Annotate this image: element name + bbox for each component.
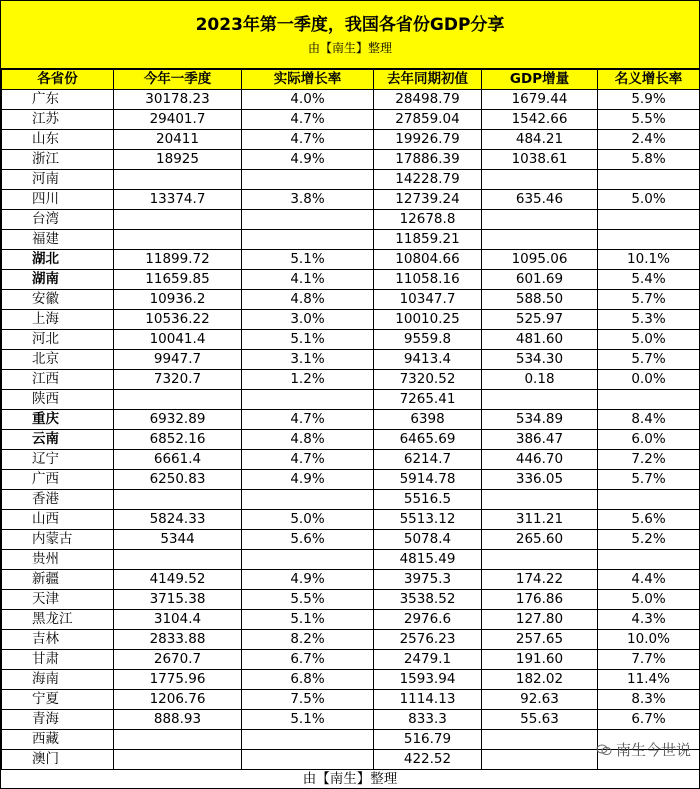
last-year-cell: 9413.4 bbox=[374, 350, 482, 370]
table-row bbox=[2, 170, 700, 190]
nominal-growth-cell: 6.0% bbox=[598, 430, 700, 450]
nominal-growth-cell: 8.4% bbox=[598, 410, 700, 430]
last-year-cell: 1114.13 bbox=[374, 690, 482, 710]
last-year-cell: 27859.04 bbox=[374, 110, 482, 130]
current-q1-cell: 13374.7 bbox=[114, 190, 242, 210]
province-cell: 山西 bbox=[2, 510, 114, 530]
nominal-growth-cell: 5.6% bbox=[598, 510, 700, 530]
table-row bbox=[2, 750, 700, 770]
province-cell: 青海 bbox=[2, 710, 114, 730]
last-year-cell: 2576.23 bbox=[374, 630, 482, 650]
watermark bbox=[596, 739, 691, 760]
header-nominal-growth: 名义增长率 bbox=[598, 70, 700, 90]
current-q1-cell: 888.93 bbox=[114, 710, 242, 730]
current-q1-cell: 7320.7 bbox=[114, 370, 242, 390]
table-row bbox=[2, 230, 700, 250]
real-growth-cell: 5.5% bbox=[242, 590, 374, 610]
real-growth-cell: 4.1% bbox=[242, 270, 374, 290]
real-growth-cell bbox=[242, 210, 374, 230]
real-growth-cell: 4.9% bbox=[242, 150, 374, 170]
gdp-table bbox=[1, 69, 700, 770]
real-growth-cell: 3.0% bbox=[242, 310, 374, 330]
real-growth-cell bbox=[242, 490, 374, 510]
table-row bbox=[2, 390, 700, 410]
table-row bbox=[2, 670, 700, 690]
nominal-growth-cell: 5.2% bbox=[598, 530, 700, 550]
current-q1-cell: 30178.23 bbox=[114, 90, 242, 110]
province-cell: 福建 bbox=[2, 230, 114, 250]
nominal-growth-cell: 10.1% bbox=[598, 250, 700, 270]
current-q1-cell: 5824.33 bbox=[114, 510, 242, 530]
real-growth-cell: 5.1% bbox=[242, 330, 374, 350]
current-q1-cell: 9947.7 bbox=[114, 350, 242, 370]
gdp-increment-cell bbox=[482, 550, 598, 570]
gdp-increment-cell: 1038.61 bbox=[482, 150, 598, 170]
province-cell: 内蒙古 bbox=[2, 530, 114, 550]
nominal-growth-cell: 10.0% bbox=[598, 630, 700, 650]
current-q1-cell: 6661.4 bbox=[114, 450, 242, 470]
province-cell: 湖北 bbox=[2, 250, 114, 270]
current-q1-cell: 29401.7 bbox=[114, 110, 242, 130]
province-cell: 重庆 bbox=[2, 410, 114, 430]
last-year-cell: 28498.79 bbox=[374, 90, 482, 110]
real-growth-cell: 6.7% bbox=[242, 650, 374, 670]
nominal-growth-cell: 7.7% bbox=[598, 650, 700, 670]
province-cell: 吉林 bbox=[2, 630, 114, 650]
real-growth-cell bbox=[242, 750, 374, 770]
table-row bbox=[2, 210, 700, 230]
table-row bbox=[2, 250, 700, 270]
current-q1-cell bbox=[114, 730, 242, 750]
nominal-growth-cell: 2.4% bbox=[598, 130, 700, 150]
province-cell: 西藏 bbox=[2, 730, 114, 750]
nominal-growth-cell bbox=[598, 550, 700, 570]
province-cell: 新疆 bbox=[2, 570, 114, 590]
last-year-cell: 9559.8 bbox=[374, 330, 482, 350]
nominal-growth-cell: 5.0% bbox=[598, 590, 700, 610]
real-growth-cell: 1.2% bbox=[242, 370, 374, 390]
gdp-increment-cell: 92.63 bbox=[482, 690, 598, 710]
real-growth-cell: 4.8% bbox=[242, 430, 374, 450]
last-year-cell: 12739.24 bbox=[374, 190, 482, 210]
real-growth-cell: 4.7% bbox=[242, 130, 374, 150]
nominal-growth-cell: 5.0% bbox=[598, 330, 700, 350]
nominal-growth-cell: 5.7% bbox=[598, 350, 700, 370]
gdp-increment-cell: 534.89 bbox=[482, 410, 598, 430]
gdp-increment-cell: 1542.66 bbox=[482, 110, 598, 130]
current-q1-cell bbox=[114, 490, 242, 510]
table-row bbox=[2, 410, 700, 430]
real-growth-cell: 4.0% bbox=[242, 90, 374, 110]
table-row bbox=[2, 310, 700, 330]
gdp-increment-cell: 55.63 bbox=[482, 710, 598, 730]
table-row bbox=[2, 430, 700, 450]
current-q1-cell bbox=[114, 210, 242, 230]
real-growth-cell: 5.1% bbox=[242, 250, 374, 270]
current-q1-cell: 5344 bbox=[114, 530, 242, 550]
current-q1-cell: 11659.85 bbox=[114, 270, 242, 290]
last-year-cell: 3975.3 bbox=[374, 570, 482, 590]
table-row bbox=[2, 650, 700, 670]
last-year-cell: 7265.41 bbox=[374, 390, 482, 410]
last-year-cell: 17886.39 bbox=[374, 150, 482, 170]
table-row bbox=[2, 510, 700, 530]
real-growth-cell: 4.7% bbox=[242, 110, 374, 130]
province-cell: 香港 bbox=[2, 490, 114, 510]
last-year-cell: 7320.52 bbox=[374, 370, 482, 390]
province-cell: 江西 bbox=[2, 370, 114, 390]
gdp-increment-cell: 481.60 bbox=[482, 330, 598, 350]
province-cell: 云南 bbox=[2, 430, 114, 450]
gdp-increment-cell: 601.69 bbox=[482, 270, 598, 290]
current-q1-cell bbox=[114, 390, 242, 410]
nominal-growth-cell: 5.0% bbox=[598, 190, 700, 210]
last-year-cell: 422.52 bbox=[374, 750, 482, 770]
nominal-growth-cell: 8.3% bbox=[598, 690, 700, 710]
gdp-increment-cell bbox=[482, 750, 598, 770]
last-year-cell: 2479.1 bbox=[374, 650, 482, 670]
table-row bbox=[2, 490, 700, 510]
gdp-increment-cell: 0.18 bbox=[482, 370, 598, 390]
current-q1-cell bbox=[114, 230, 242, 250]
gdp-increment-cell: 588.50 bbox=[482, 290, 598, 310]
gdp-increment-cell bbox=[482, 230, 598, 250]
table-row bbox=[2, 630, 700, 650]
real-growth-cell: 4.9% bbox=[242, 570, 374, 590]
nominal-growth-cell bbox=[598, 490, 700, 510]
real-growth-cell: 4.9% bbox=[242, 470, 374, 490]
current-q1-cell: 3104.4 bbox=[114, 610, 242, 630]
nominal-growth-cell bbox=[598, 170, 700, 190]
province-cell: 浙江 bbox=[2, 150, 114, 170]
province-cell: 安徽 bbox=[2, 290, 114, 310]
header-real-growth: 实际增长率 bbox=[242, 70, 374, 90]
nominal-growth-cell: 4.4% bbox=[598, 570, 700, 590]
current-q1-cell bbox=[114, 750, 242, 770]
header-province: 各省份 bbox=[2, 70, 114, 90]
gdp-increment-cell: 1095.06 bbox=[482, 250, 598, 270]
nominal-growth-cell: 5.7% bbox=[598, 470, 700, 490]
page-subtitle: 由【南生】整理 bbox=[307, 41, 392, 55]
watermark-text: 南生今世说 bbox=[615, 741, 691, 759]
last-year-cell: 5513.12 bbox=[374, 510, 482, 530]
table-row bbox=[2, 270, 700, 290]
table-row bbox=[2, 530, 700, 550]
current-q1-cell: 20411 bbox=[114, 130, 242, 150]
table-row bbox=[2, 450, 700, 470]
nominal-growth-cell bbox=[598, 230, 700, 250]
province-cell: 陕西 bbox=[2, 390, 114, 410]
nominal-growth-cell: 0.0% bbox=[598, 370, 700, 390]
province-cell: 广西 bbox=[2, 470, 114, 490]
current-q1-cell bbox=[114, 550, 242, 570]
current-q1-cell: 2670.7 bbox=[114, 650, 242, 670]
gdp-increment-cell bbox=[482, 170, 598, 190]
gdp-increment-cell: 386.47 bbox=[482, 430, 598, 450]
header-last-year: 去年同期初值 bbox=[374, 70, 482, 90]
last-year-cell: 19926.79 bbox=[374, 130, 482, 150]
province-cell: 台湾 bbox=[2, 210, 114, 230]
gdp-increment-cell: 191.60 bbox=[482, 650, 598, 670]
province-cell: 海南 bbox=[2, 670, 114, 690]
nominal-growth-cell: 5.5% bbox=[598, 110, 700, 130]
real-growth-cell: 5.1% bbox=[242, 710, 374, 730]
table-row bbox=[2, 610, 700, 630]
province-cell: 贵州 bbox=[2, 550, 114, 570]
header-gdp-increment: GDP增量 bbox=[482, 70, 598, 90]
real-growth-cell: 8.2% bbox=[242, 630, 374, 650]
last-year-cell: 11859.21 bbox=[374, 230, 482, 250]
real-growth-cell bbox=[242, 170, 374, 190]
current-q1-cell: 10936.2 bbox=[114, 290, 242, 310]
gdp-increment-cell: 265.60 bbox=[482, 530, 598, 550]
province-cell: 河北 bbox=[2, 330, 114, 350]
current-q1-cell: 6250.83 bbox=[114, 470, 242, 490]
current-q1-cell: 1775.96 bbox=[114, 670, 242, 690]
gdp-increment-cell: 534.30 bbox=[482, 350, 598, 370]
last-year-cell: 10347.7 bbox=[374, 290, 482, 310]
gdp-increment-cell: 635.46 bbox=[482, 190, 598, 210]
gdp-increment-cell bbox=[482, 730, 598, 750]
real-growth-cell: 5.0% bbox=[242, 510, 374, 530]
current-q1-cell: 1206.76 bbox=[114, 690, 242, 710]
table-row bbox=[2, 730, 700, 750]
nominal-growth-cell: 6.7% bbox=[598, 710, 700, 730]
province-cell: 河南 bbox=[2, 170, 114, 190]
last-year-cell: 11058.16 bbox=[374, 270, 482, 290]
last-year-cell: 10010.25 bbox=[374, 310, 482, 330]
province-cell: 辽宁 bbox=[2, 450, 114, 470]
province-cell: 黑龙江 bbox=[2, 610, 114, 630]
table-row bbox=[2, 130, 700, 150]
real-growth-cell: 4.7% bbox=[242, 450, 374, 470]
current-q1-cell: 4149.52 bbox=[114, 570, 242, 590]
table-row bbox=[2, 710, 700, 730]
real-growth-cell: 3.1% bbox=[242, 350, 374, 370]
gdp-increment-cell: 525.97 bbox=[482, 310, 598, 330]
table-row bbox=[2, 470, 700, 490]
table-row bbox=[2, 90, 700, 110]
last-year-cell: 5516.5 bbox=[374, 490, 482, 510]
gdp-increment-cell: 336.05 bbox=[482, 470, 598, 490]
current-q1-cell: 11899.72 bbox=[114, 250, 242, 270]
table-row bbox=[2, 290, 700, 310]
real-growth-cell: 5.1% bbox=[242, 610, 374, 630]
table-row bbox=[2, 330, 700, 350]
gdp-increment-cell: 446.70 bbox=[482, 450, 598, 470]
province-cell: 上海 bbox=[2, 310, 114, 330]
last-year-cell: 5914.78 bbox=[374, 470, 482, 490]
table-row bbox=[2, 690, 700, 710]
province-cell: 澳门 bbox=[2, 750, 114, 770]
current-q1-cell: 6852.16 bbox=[114, 430, 242, 450]
nominal-growth-cell: 7.2% bbox=[598, 450, 700, 470]
current-q1-cell: 6932.89 bbox=[114, 410, 242, 430]
current-q1-cell: 3715.38 bbox=[114, 590, 242, 610]
gdp-increment-cell: 257.65 bbox=[482, 630, 598, 650]
current-q1-cell: 18925 bbox=[114, 150, 242, 170]
last-year-cell: 3538.52 bbox=[374, 590, 482, 610]
gdp-increment-cell: 176.86 bbox=[482, 590, 598, 610]
table-row bbox=[2, 370, 700, 390]
gdp-increment-cell: 1679.44 bbox=[482, 90, 598, 110]
last-year-cell: 516.79 bbox=[374, 730, 482, 750]
current-q1-cell: 2833.88 bbox=[114, 630, 242, 650]
current-q1-cell bbox=[114, 170, 242, 190]
table-row bbox=[2, 350, 700, 370]
last-year-cell: 6465.69 bbox=[374, 430, 482, 450]
gdp-increment-cell: 484.21 bbox=[482, 130, 598, 150]
nominal-growth-cell: 5.3% bbox=[598, 310, 700, 330]
real-growth-cell: 4.8% bbox=[242, 290, 374, 310]
table-row bbox=[2, 190, 700, 210]
province-cell: 天津 bbox=[2, 590, 114, 610]
last-year-cell: 833.3 bbox=[374, 710, 482, 730]
table-row bbox=[2, 570, 700, 590]
nominal-growth-cell: 4.3% bbox=[598, 610, 700, 630]
last-year-cell: 6214.7 bbox=[374, 450, 482, 470]
table-row bbox=[2, 110, 700, 130]
title-banner bbox=[1, 1, 699, 69]
last-year-cell: 14228.79 bbox=[374, 170, 482, 190]
province-cell: 甘肃 bbox=[2, 650, 114, 670]
real-growth-cell bbox=[242, 230, 374, 250]
footer-note: 由【南生】整理 bbox=[302, 771, 398, 787]
nominal-growth-cell bbox=[598, 390, 700, 410]
gdp-increment-cell: 127.80 bbox=[482, 610, 598, 630]
real-growth-cell: 7.5% bbox=[242, 690, 374, 710]
last-year-cell: 4815.49 bbox=[374, 550, 482, 570]
nominal-growth-cell: 5.8% bbox=[598, 150, 700, 170]
real-growth-cell bbox=[242, 390, 374, 410]
current-q1-cell: 10536.22 bbox=[114, 310, 242, 330]
province-cell: 北京 bbox=[2, 350, 114, 370]
gdp-increment-cell bbox=[482, 490, 598, 510]
last-year-cell: 6398 bbox=[374, 410, 482, 430]
province-cell: 山东 bbox=[2, 130, 114, 150]
table-row bbox=[2, 590, 700, 610]
last-year-cell: 10804.66 bbox=[374, 250, 482, 270]
real-growth-cell: 4.7% bbox=[242, 410, 374, 430]
gdp-increment-cell: 182.02 bbox=[482, 670, 598, 690]
real-growth-cell: 6.8% bbox=[242, 670, 374, 690]
real-growth-cell bbox=[242, 730, 374, 750]
nominal-growth-cell: 5.9% bbox=[598, 90, 700, 110]
page-title: 2023年第一季度，我国各省份GDP分享 bbox=[195, 15, 505, 35]
gdp-increment-cell: 174.22 bbox=[482, 570, 598, 590]
province-cell: 广东 bbox=[2, 90, 114, 110]
last-year-cell: 1593.94 bbox=[374, 670, 482, 690]
province-cell: 宁夏 bbox=[2, 690, 114, 710]
last-year-cell: 12678.8 bbox=[374, 210, 482, 230]
wechat-icon bbox=[596, 744, 612, 756]
real-growth-cell: 5.6% bbox=[242, 530, 374, 550]
last-year-cell: 5078.4 bbox=[374, 530, 482, 550]
gdp-increment-cell: 311.21 bbox=[482, 510, 598, 530]
table-row bbox=[2, 550, 700, 570]
last-year-cell: 2976.6 bbox=[374, 610, 482, 630]
current-q1-cell: 10041.4 bbox=[114, 330, 242, 350]
gdp-increment-cell bbox=[482, 210, 598, 230]
table-header-row bbox=[2, 70, 700, 90]
header-current-q1: 今年一季度 bbox=[114, 70, 242, 90]
nominal-growth-cell: 11.4% bbox=[598, 670, 700, 690]
gdp-increment-cell bbox=[482, 390, 598, 410]
province-cell: 湖南 bbox=[2, 270, 114, 290]
nominal-growth-cell: 5.7% bbox=[598, 290, 700, 310]
real-growth-cell bbox=[242, 550, 374, 570]
table-row bbox=[2, 150, 700, 170]
province-cell: 江苏 bbox=[2, 110, 114, 130]
nominal-growth-cell: 5.4% bbox=[598, 270, 700, 290]
province-cell: 四川 bbox=[2, 190, 114, 210]
nominal-growth-cell bbox=[598, 210, 700, 230]
real-growth-cell: 3.8% bbox=[242, 190, 374, 210]
